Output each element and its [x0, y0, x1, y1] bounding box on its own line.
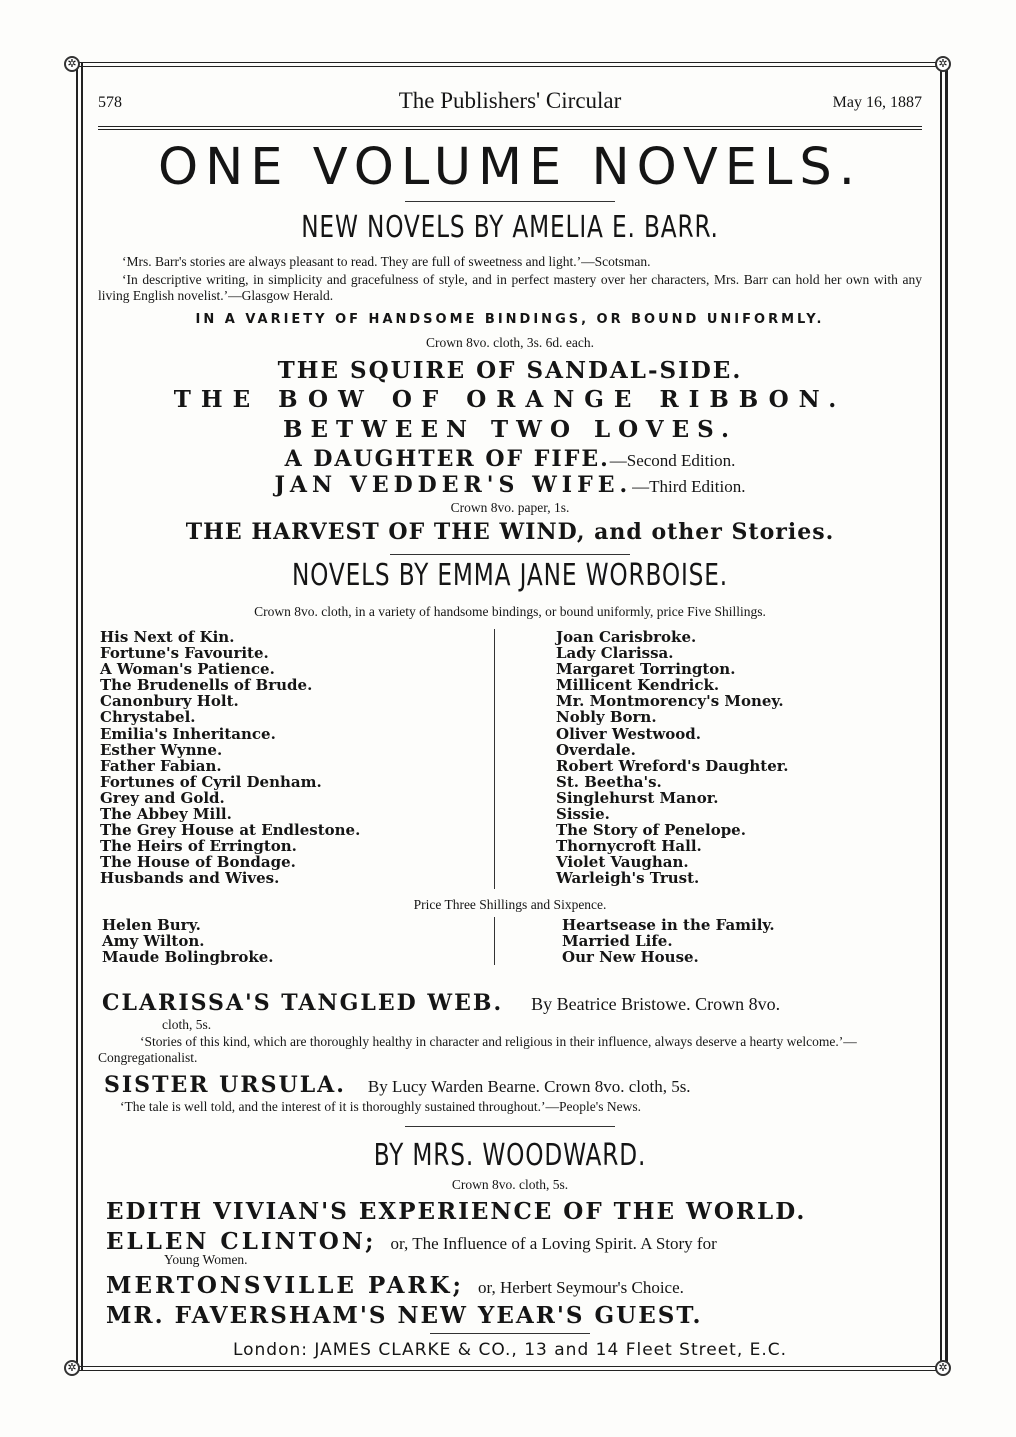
- list-item: Mr. Montmorency's Money.: [556, 692, 784, 711]
- page-number: 578: [98, 94, 122, 111]
- barr-title-1: THE SQUIRE OF SANDAL-SIDE.: [277, 357, 743, 384]
- list-item: The Story of Penelope.: [556, 821, 746, 840]
- ursula-entry: SISTER URSULA. By Lucy Warden Bearne. Crown 8vo. cloth, 5s.: [104, 1072, 691, 1098]
- ursula-quote: ‘The tale is well told, and the interest of it is thoroughly sustained throughout.’—People's News.: [120, 1099, 641, 1114]
- list-item: Margaret Torrington.: [556, 660, 736, 679]
- barr-title-3: BETWEEN TWO LOVES.: [283, 416, 737, 443]
- right-border-outer: [945, 62, 948, 1370]
- list-item: Fortune's Favourite.: [100, 644, 269, 663]
- list-item: Amy Wilton.: [102, 932, 205, 951]
- woodward-title-2-note: Young Women.: [164, 1252, 248, 1267]
- list-item: His Next of Kin.: [100, 628, 235, 646]
- list-item: The Brudenells of Brude.: [100, 676, 313, 695]
- left-border: [76, 62, 78, 1370]
- list-item: Our New House.: [562, 948, 699, 967]
- worboise-list-left-2: [102, 917, 274, 965]
- list-item: Helen Bury.: [102, 916, 201, 934]
- barr-heading: NEW NOVELS BY AMELIA E. BARR.: [301, 210, 719, 245]
- woodward-title-3: MERTONSVILLE PARK; or, Herbert Seymour's Choice.: [106, 1272, 684, 1299]
- list-item: Violet Vaughan.: [556, 853, 689, 872]
- column-divider: [494, 629, 495, 889]
- header-rule-2: [98, 129, 922, 130]
- column-divider: [494, 917, 495, 965]
- barr-price-2: Crown 8vo. paper, 1s.: [450, 500, 570, 515]
- list-item: Married Life.: [562, 932, 673, 951]
- list-item: Singlehurst Manor.: [556, 788, 719, 807]
- list-item: The Heirs of Errington.: [100, 837, 297, 856]
- clarissa-quote: ‘Stories of this kind, which are thoroughly healthy in character and religious in their influence, always deserve a hearty welcome.’—Congregationalist.: [98, 1034, 857, 1065]
- bottom-border: [76, 1366, 944, 1367]
- barr-bindings: IN A VARIETY OF HANDSOME BINDINGS, OR BOUND UNIFORMLY.: [195, 312, 825, 327]
- list-item: Canonbury Holt.: [100, 692, 239, 711]
- left-border-inner: [81, 62, 83, 1370]
- list-item: Robert Wreford's Daughter.: [556, 756, 789, 775]
- page-header: [98, 88, 922, 118]
- publisher-footer: London: JAMES CLARKE & CO., 13 and 14 Fleet Street, E.C.: [232, 1340, 788, 1360]
- list-item: Millicent Kendrick.: [556, 676, 720, 695]
- list-item: Overdale.: [556, 740, 636, 759]
- clarissa-entry: CLARISSA'S TANGLED WEB. By Beatrice Bristowe. Crown 8vo.: [102, 990, 781, 1016]
- barr-title-2: THE BOW OF ORANGE RIBBON.: [173, 386, 847, 413]
- list-item: Husbands and Wives.: [100, 869, 280, 888]
- bottom-border-outer: [76, 1370, 944, 1371]
- barr-title-5: JAN VEDDER'S WIFE.—Third Edition.: [274, 472, 746, 498]
- right-border: [940, 62, 942, 1370]
- worboise-heading: NOVELS BY EMMA JANE WORBOISE.: [291, 558, 729, 593]
- list-item: Chrystabel.: [100, 708, 196, 727]
- woodward-title-4: MR. FAVERSHAM'S NEW YEAR'S GUEST.: [106, 1302, 703, 1329]
- top-border: [76, 62, 944, 63]
- worboise-list-right: [556, 629, 789, 887]
- barr-quote-1: ‘Mrs. Barr's stories are always pleasant to read. They are full of sweetness and light.’—Scotsman.: [122, 254, 651, 269]
- list-item: Heartsease in the Family.: [562, 916, 775, 934]
- list-item: Lady Clarissa.: [556, 644, 674, 663]
- list-item: The House of Bondage.: [100, 853, 296, 872]
- issue-date: May 16, 1887: [832, 94, 922, 111]
- woodward-title-2: ELLEN CLINTON; or, The Influence of a Loving Spirit. A Story for: [106, 1228, 717, 1255]
- list-item: Thornycroft Hall.: [556, 837, 702, 856]
- list-item: Emilia's Inheritance.: [100, 724, 276, 743]
- journal-title: The Publishers' Circular: [398, 88, 622, 113]
- worboise-list-right-2: [562, 917, 775, 965]
- list-item: Fortunes of Cyril Denham.: [100, 772, 322, 791]
- worboise-price-note-2: Price Three Shillings and Sixpence.: [413, 897, 607, 912]
- list-item: Father Fabian.: [100, 756, 222, 775]
- woodward-title-1: EDITH VIVIAN'S EXPERIENCE OF THE WORLD.: [106, 1198, 807, 1225]
- page-frame: [67, 58, 948, 1374]
- list-item: Grey and Gold.: [100, 788, 225, 807]
- list-item: St. Beetha's.: [556, 772, 662, 791]
- clarissa-detail-2: cloth, 5s.: [162, 1017, 212, 1032]
- woodward-price: Crown 8vo. cloth, 5s.: [451, 1177, 569, 1192]
- woodward-heading: BY MRS. WOODWARD.: [373, 1138, 647, 1173]
- list-item: Esther Wynne.: [100, 740, 223, 759]
- worboise-price-note: Crown 8vo. cloth, in a variety of handsome bindings, or bound uniformly, price Five Shillings.: [254, 604, 766, 619]
- list-item: Sissie.: [556, 805, 610, 824]
- header-rule: [98, 126, 922, 127]
- list-item: Joan Carisbroke.: [556, 628, 697, 646]
- barr-title-4: A DAUGHTER OF FIFE.—Second Edition.: [284, 446, 736, 472]
- list-item: Oliver Westwood.: [556, 724, 702, 743]
- list-item: The Abbey Mill.: [100, 805, 232, 824]
- list-item: The Grey House at Endlestone.: [100, 821, 361, 840]
- barr-quote-2: ‘In descriptive writing, in simplicity and gracefulness of style, and in perfect mastery over her characters, Mrs. Barr can hold her own with any living English novelist.’—Glasgow Herald.: [98, 272, 922, 303]
- list-item: Maude Bolingbroke.: [102, 948, 274, 967]
- list-item: A Woman's Patience.: [100, 660, 275, 679]
- corner-ornament-icon: ✲: [935, 1360, 951, 1376]
- worboise-list-left: [100, 629, 360, 887]
- barr-harvest: THE HARVEST OF THE WIND, and other Stories.: [185, 519, 835, 545]
- corner-ornament-icon: ✲: [64, 1360, 80, 1376]
- barr-price: Crown 8vo. cloth, 3s. 6d. each.: [426, 335, 594, 350]
- list-item: Warleigh's Trust.: [556, 869, 700, 888]
- list-item: Nobly Born.: [556, 708, 657, 727]
- top-border-inner: [76, 66, 944, 67]
- corner-ornament-icon: ✲: [64, 56, 80, 72]
- main-title: ONE VOLUME NOVELS.: [157, 138, 862, 197]
- corner-ornament-icon: ✲: [935, 56, 951, 72]
